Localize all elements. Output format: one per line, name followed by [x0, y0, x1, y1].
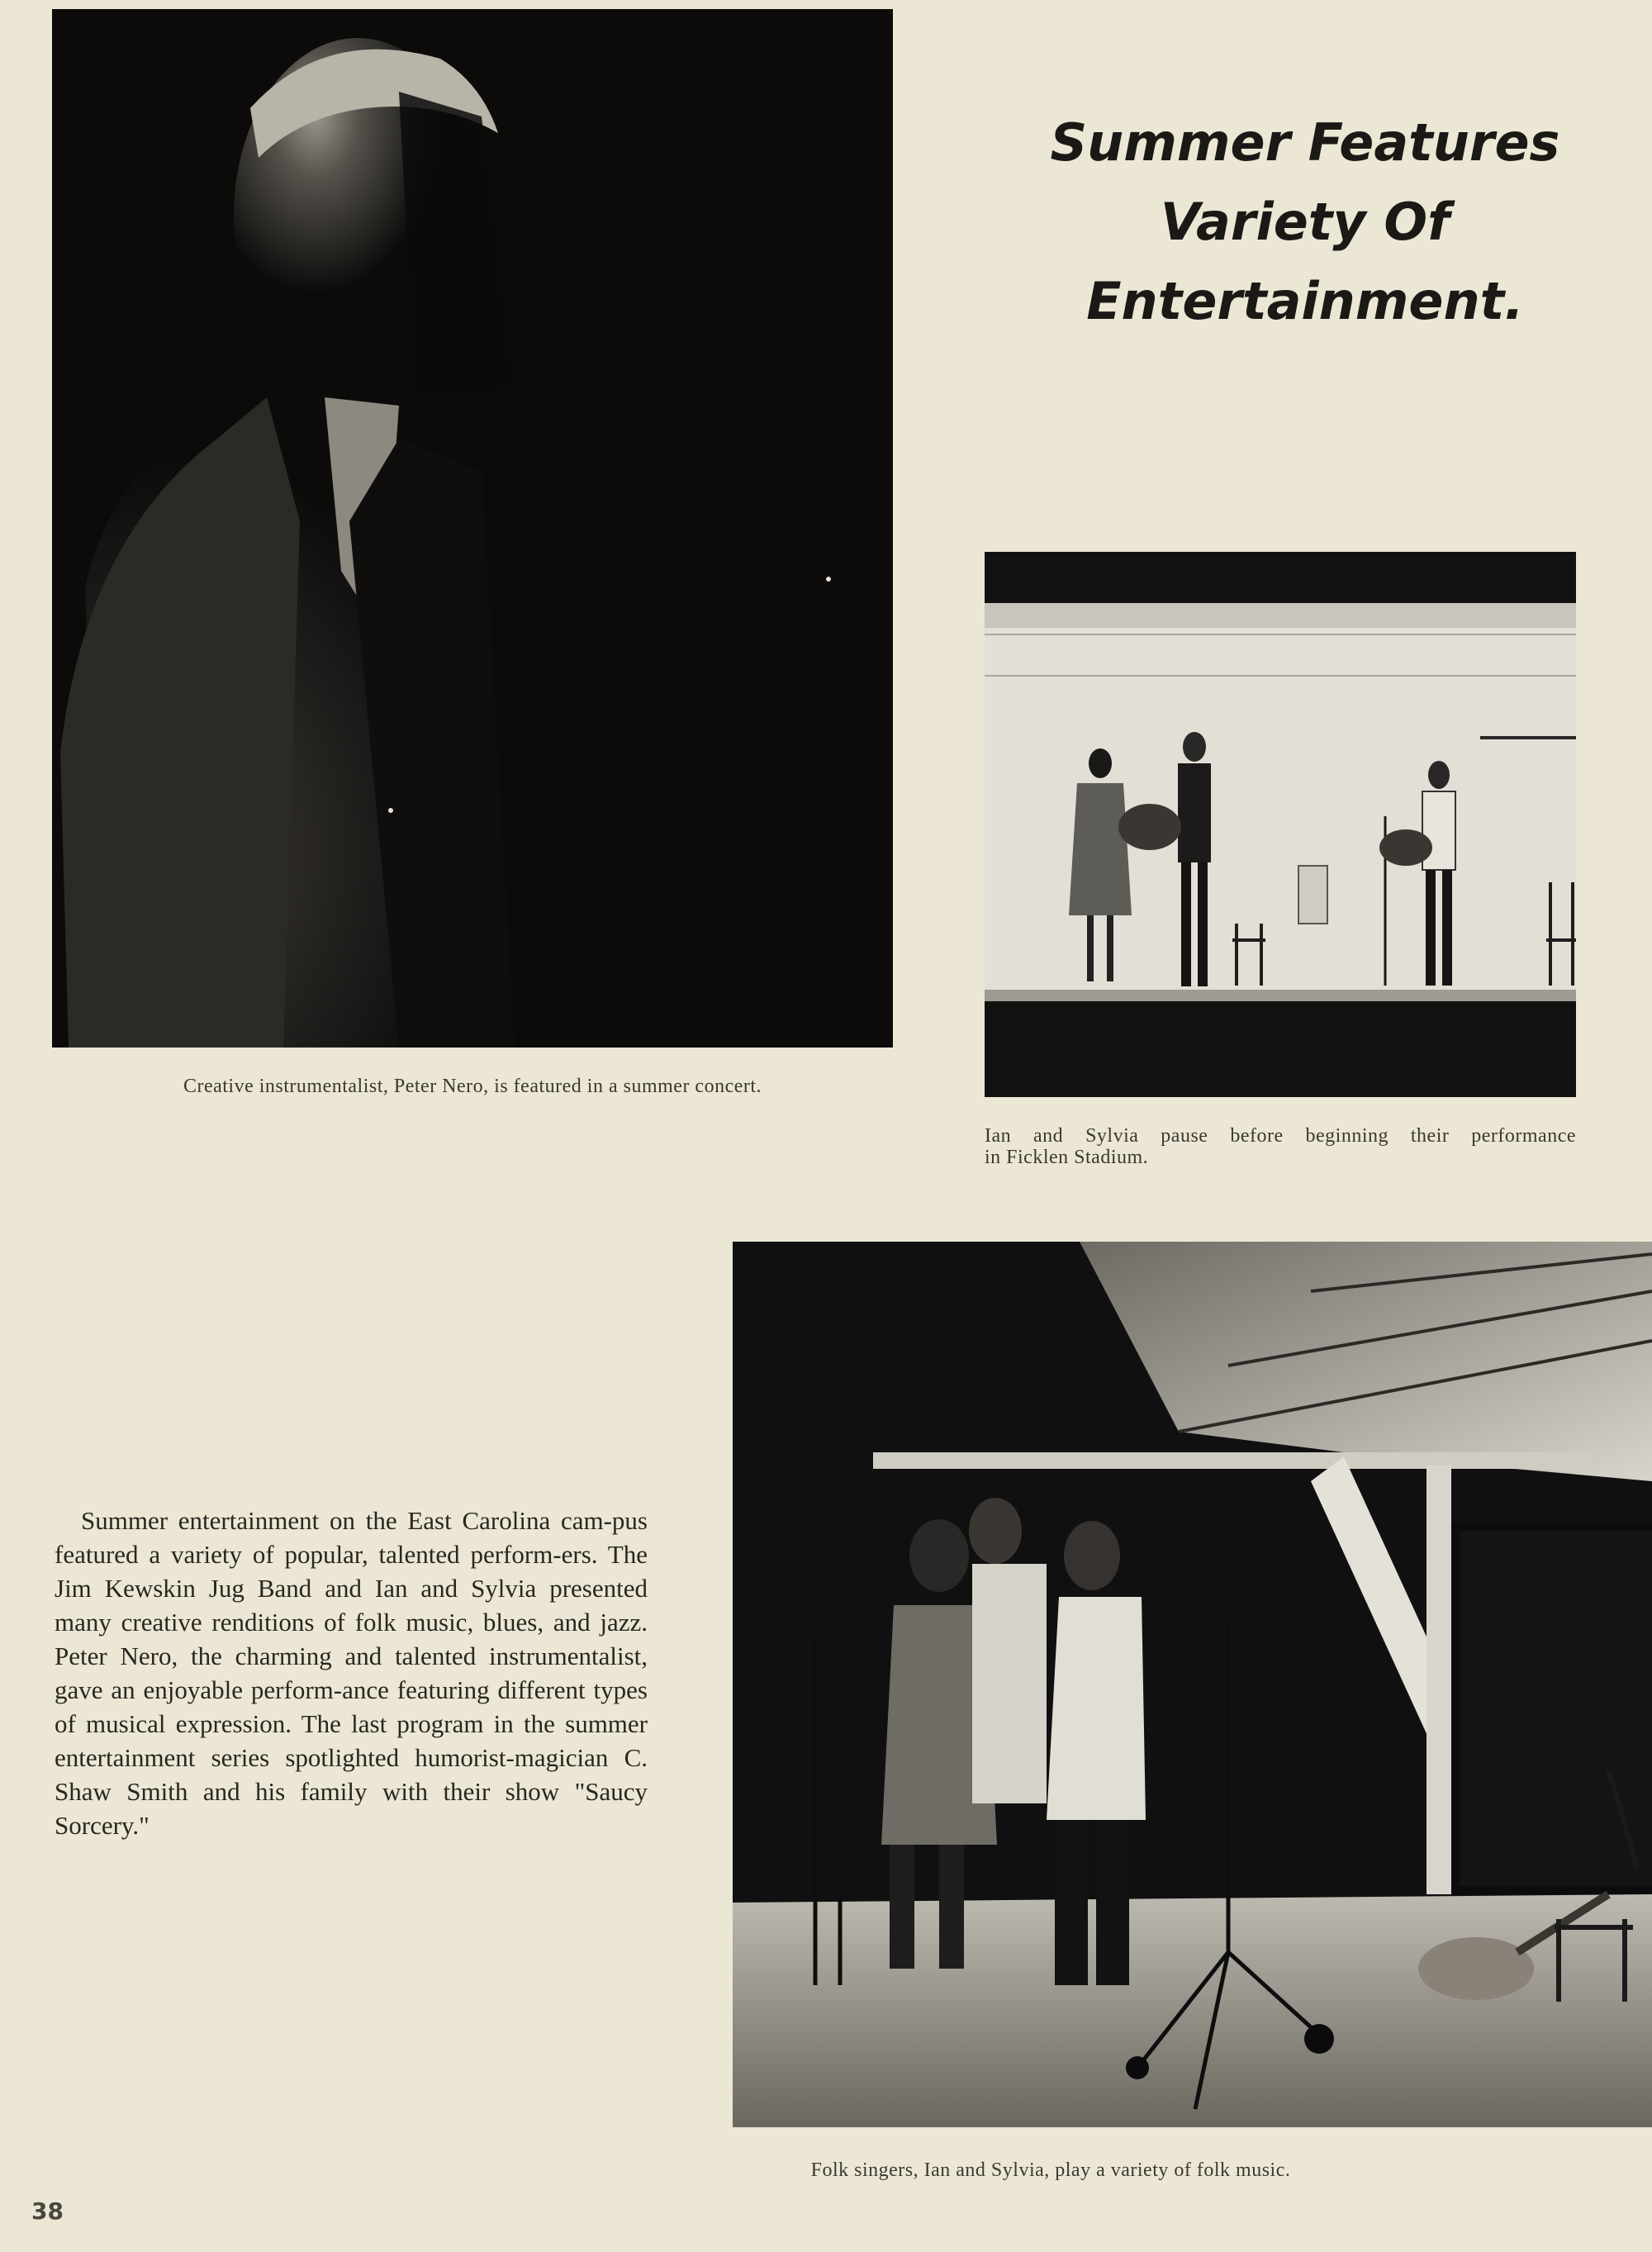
photo-ian-and-sylvia-stage: [985, 552, 1576, 1097]
photo-stage-image: [985, 552, 1576, 1097]
photo-peter-nero-image: [52, 9, 893, 1048]
caption-ian-and-sylvia-stage: [985, 1125, 1576, 1168]
photo-peter-nero: [52, 9, 893, 1048]
headline-line-2: Variety Of: [1160, 192, 1450, 252]
photo-folk-image: [733, 1242, 1652, 2127]
caption-folk-singers: Folk singers, Ian and Sylvia, play a variety of folk music.: [810, 2159, 1291, 2181]
photo-folk-singers: [733, 1242, 1652, 2127]
page-number: 38: [31, 2197, 64, 2225]
caption-stage-line-1: Ian and Sylvia pause before beginning their performance: [985, 1125, 1576, 1147]
page-headline: [1008, 103, 1602, 341]
caption-peter-nero: Creative instrumentalist, Peter Nero, is featured in a summer concert.: [183, 1076, 762, 1097]
headline-line-1: Summer Features: [1050, 112, 1560, 173]
headline-line-3: Entertainment.: [1086, 271, 1524, 331]
caption-stage-line-2: in Ficklen Stadium.: [985, 1147, 1149, 1168]
article-body: Summer entertainment on the East Carolina cam-pus featured a variety of popular, talented perform-ers. The Jim Kewskin Jug Band and Ian and Sylvia presented many creative renditions of folk music, blues, and jazz. Peter Nero, the charming and talented instrumentalist, gave an enjoyable perform-ance featuring different types of musical expression. The last program in the summer entertainment series spotlighted humorist-magician C. Shaw Smith and his family with their show "Saucy Sorcery.": [55, 1506, 648, 1840]
